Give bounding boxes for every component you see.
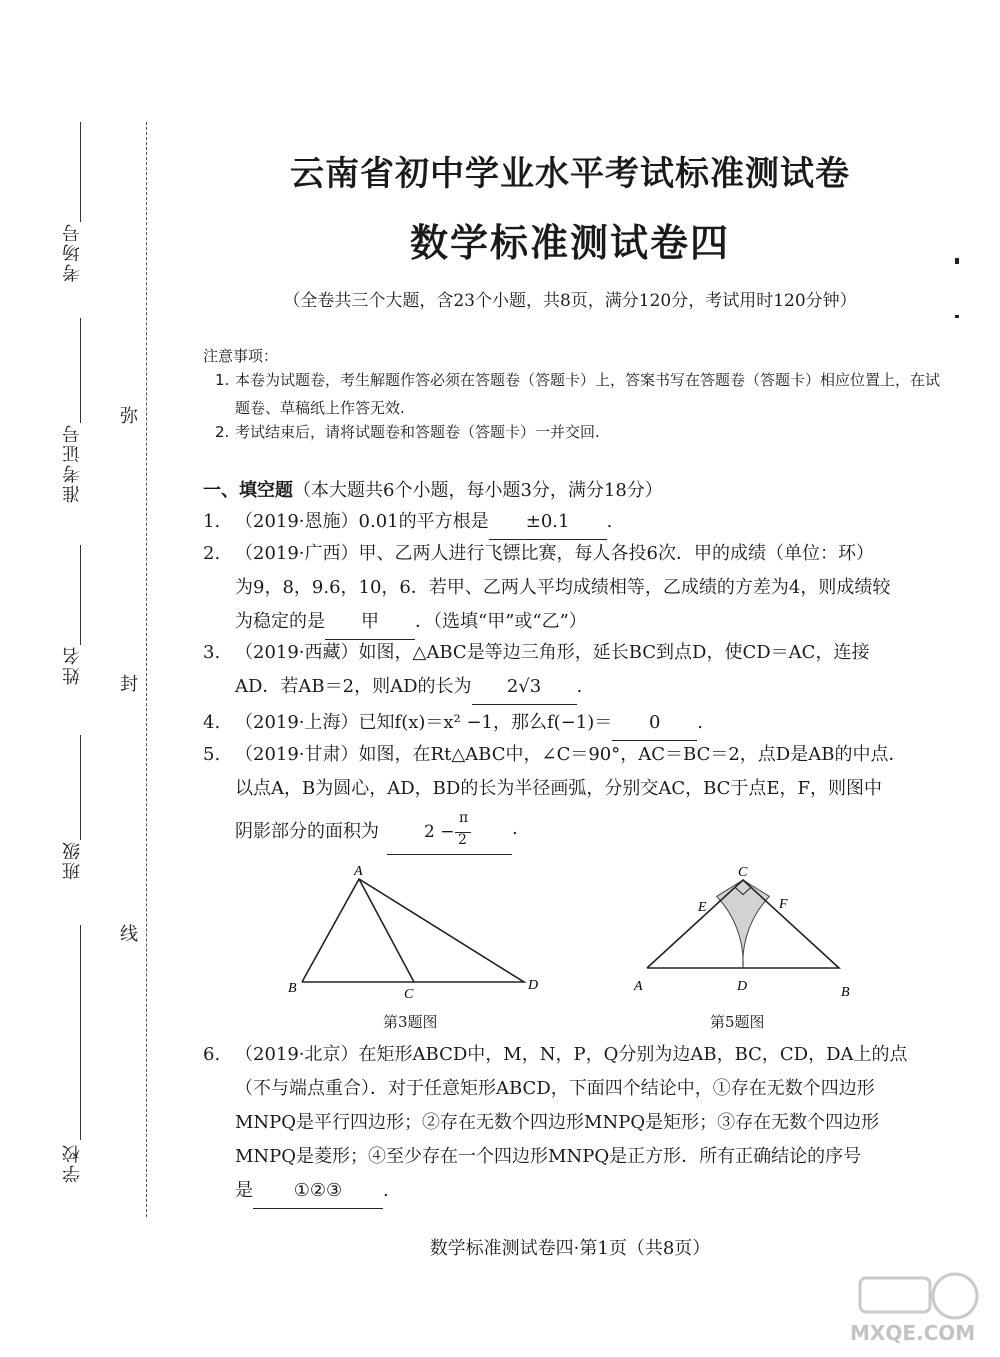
question-text-line: MNPQ是菱形；④至少存在一个四边形MNPQ是正方形．所有正确结论的序号: [235, 1146, 862, 1167]
binding-label-class: 班级: [62, 840, 83, 880]
label-c: C: [404, 987, 414, 1002]
question-number: 3.: [203, 642, 221, 663]
binding-rule: [80, 318, 81, 423]
question-text: （2019·上海）已知f(x)＝x² −1，那么f(−1)＝: [235, 712, 613, 733]
binding-rule: [80, 735, 81, 840]
question-3: [203, 636, 943, 705]
question-text-line: 为稳定的是: [235, 611, 325, 632]
seal-char-xian: 线: [120, 924, 138, 945]
binding-rule: [80, 925, 81, 1140]
question-text-line: （2019·广西）甲、乙两人进行飞镖比赛，每人各投6次．甲的成绩（单位：环）: [235, 543, 874, 564]
question-number: 1.: [203, 511, 221, 532]
answer-blank: 甲: [325, 605, 415, 640]
notice-item: [215, 366, 945, 422]
answer-blank: 0: [612, 706, 697, 741]
question-number: 5.: [203, 744, 221, 765]
question-6: [203, 1038, 943, 1209]
notice-text: 考试结束后，请将试题卷和答题卷（答题卡）一并交回.: [235, 423, 600, 441]
section-description: （本大题共6个小题，每小题3分，满分18分）: [293, 480, 663, 501]
question-end: .: [576, 676, 583, 697]
question-text: （2019·恩施）0.01的平方根是: [235, 511, 489, 532]
segment-ac: [359, 879, 414, 982]
label-a: A: [634, 979, 643, 994]
question-text-line: 为9，8，9.6，10，6．若甲、乙两人平均成绩相等，乙成绩的方差为4，则成绩较: [235, 577, 891, 598]
question-text-line: （2019·西藏）如图，△ABC是等边三角形，延长BC到点D，使CD＝AC，连接: [235, 642, 870, 663]
label-d: D: [737, 979, 748, 994]
question-text-line: （2019·甘肃）如图，在Rt△ABC中，∠C＝90°，AC＝BC＝2，点D是AB的中点．: [235, 744, 907, 765]
watermark-logo: [840, 1266, 990, 1346]
question-1: [203, 505, 943, 540]
question-end: .: [512, 818, 518, 839]
question-number: 4.: [203, 712, 221, 733]
answer-blank: 2√3: [472, 670, 577, 705]
question-4: [203, 706, 943, 741]
question-text-line: （2019·北京）在矩形ABCD中，M，N，P，Q分别为边AB，BC，CD，DA上的点: [235, 1044, 908, 1065]
notice-heading: 注意事项：: [203, 347, 279, 365]
notice-number: 2.: [215, 423, 230, 441]
exam-series-title: 云南省初中学业水平考试标准测试卷: [290, 154, 850, 194]
label-c: C: [738, 865, 748, 880]
watermark-text: MXQE.COM: [850, 1321, 976, 1345]
scan-mark: [955, 315, 959, 318]
question-text-line: 以点A，B为圆心，AD，BD的长为半径画弧，分别交AC，BC于点E，F，则图中: [235, 778, 883, 799]
label-b: B: [841, 985, 850, 1000]
shaded-region: [717, 880, 770, 968]
label-a: A: [354, 864, 363, 879]
binding-label-school: 学校: [62, 1143, 83, 1183]
figure-5: [630, 860, 860, 1000]
answer-denominator: 2: [458, 832, 467, 848]
seal-char-mi: 弥: [120, 406, 138, 427]
figure-3-caption: 第3题图: [383, 1013, 438, 1031]
question-end: .: [606, 511, 613, 532]
question-text-line: 是: [235, 1180, 253, 1201]
question-end: .: [383, 1180, 389, 1201]
triangle-abd: [302, 879, 524, 982]
answer-blank: ±0.1: [489, 505, 607, 540]
notice-text: 本卷为试题卷，考生解题作答必须在答题卷（答题卡）上，答案书写在答题卷（答题卡）相应位置上，在试题卷、草稿纸上作答无效.: [235, 371, 941, 417]
figure-3: [280, 862, 540, 1002]
seal-char-feng: 封: [120, 674, 138, 695]
question-text-line: AD．若AB＝2，则AD的长为: [235, 676, 472, 697]
label-e: E: [698, 900, 707, 915]
question-end: ．（选填“甲”或“乙”）: [415, 611, 587, 632]
answer-prefix: 2 −: [424, 822, 455, 842]
question-text-line: MNPQ是平行四边形；②存在无数个四边形MNPQ是矩形；③存在无数个四边形: [235, 1112, 880, 1133]
answer-numerator: π: [459, 810, 469, 826]
exam-title: 数学标准测试卷四: [409, 220, 730, 265]
question-5: [203, 738, 943, 806]
notice-item: [215, 418, 945, 446]
binding-label-ticket-number: 准考证号: [62, 423, 83, 503]
section-title: 一、填空题: [203, 480, 293, 501]
question-end: .: [697, 712, 703, 733]
binding-rule: [80, 545, 81, 645]
label-f: F: [779, 897, 788, 912]
page-footer: 数学标准测试卷四·第1页（共8页）: [429, 1238, 711, 1259]
section-heading: [203, 476, 663, 502]
binding-label-name: 姓名: [62, 645, 83, 685]
figure-5-caption: 第5题图: [710, 1013, 765, 1031]
question-text-line: 阴影部分的面积为: [235, 821, 379, 842]
exam-info: （全卷共三个大题，含23个小题，共8页，满分120分，考试用时120分钟）: [283, 291, 857, 311]
answer-blank-fraction: [387, 812, 512, 855]
question-text-line: （不与端点重合）．对于任意矩形ABCD，下面四个结论中，①存在无数个四边形: [235, 1078, 875, 1099]
question-5-answer-line: [203, 815, 943, 849]
question-2: [203, 537, 943, 640]
question-number: 6.: [203, 1044, 221, 1065]
label-d: D: [528, 978, 539, 993]
question-number: 2.: [203, 543, 221, 564]
notice-number: 1.: [215, 371, 230, 389]
binding-label-exam-room: 考场号: [62, 222, 83, 282]
label-b: B: [288, 981, 297, 996]
answer-blank: ①②③: [253, 1174, 383, 1209]
